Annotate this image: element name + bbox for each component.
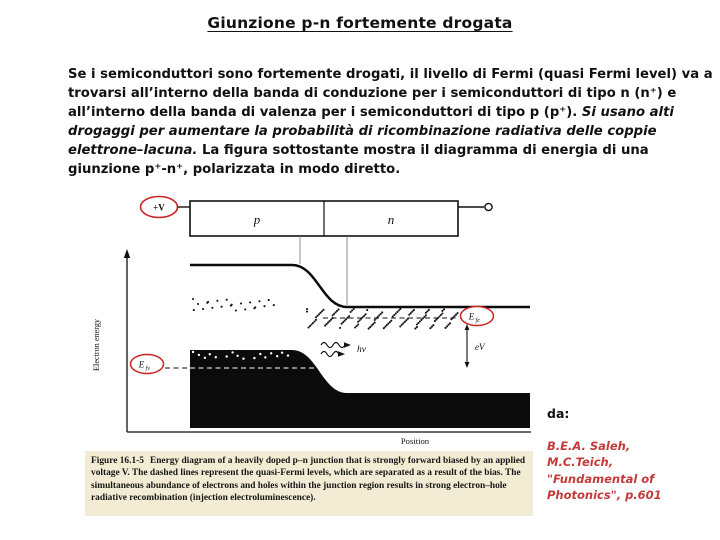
valence-band-fill (190, 350, 530, 428)
figure-caption-text: Energy diagram of a heavily doped p–n junction that is strongly forward biased by an applied voltage V. The dashed lines represent the quasi-Fermi levels, which are separated as a result of the bias. The simultaneous abundance of electrons and holes within the junction region results in strong electron–hole radiative recombination (injection electroluminescence). (91, 456, 526, 504)
ev-arrow-down (465, 362, 470, 368)
ev-label: eV (475, 342, 485, 352)
source-citation: B.E.A. Saleh, M.C.Teich, "Fundamental of Photonics", p.601 (547, 439, 662, 502)
p-region-label: p (253, 212, 261, 227)
energy-diagram-svg (85, 190, 535, 453)
n-region-label: n (387, 212, 395, 227)
conduction-band-edge (190, 265, 530, 307)
voltage-label: +V (153, 202, 165, 213)
electron-dots-p-side (192, 298, 275, 312)
y-axis-arrow (124, 249, 130, 258)
electron-dots-n-side (306, 308, 459, 330)
terminal-circle (485, 203, 492, 210)
photon-wavy-arrow-2 (321, 352, 339, 357)
efc-label-sub: fc (475, 317, 480, 324)
photon-label: hν (357, 345, 366, 355)
efc-label-base: E (468, 311, 475, 322)
photon-emission (321, 342, 367, 356)
x-axis-label: Position (400, 436, 430, 446)
y-axis-label: Electron energy (92, 319, 101, 371)
photon-arrowhead-1 (344, 342, 351, 347)
energy-diagram-figure (85, 190, 535, 453)
body-paragraph (68, 65, 716, 179)
figure-caption (85, 451, 533, 516)
source-prefix: da: (547, 406, 570, 421)
paragraph-part-3: La figura sottostante mostra il diagramma di energia di una giunzione p⁺-n⁺, polarizzata in modo diretto. (68, 143, 649, 178)
efv-label-base: E (138, 359, 145, 370)
paragraph-part-1: Se i semiconduttori sono fortemente drogati, il livello di Fermi (quasi Fermi level) va a trovarsi all’interno della banda di conduzione per i semiconduttori di tipo n (n⁺) e all’interno della banda di valenza per i semiconduttori di tipo p (p⁺). (68, 67, 713, 121)
paragraph-part-2-italic: Si usano alti drogaggi per aumentare la probabilità di ricombinazione radiativa delle coppie elettrone–lacuna. (68, 105, 674, 159)
efv-label-sub: fv (145, 365, 150, 372)
ev-separation (465, 324, 486, 368)
bias-circuit (141, 197, 493, 306)
photon-wavy-arrow-1 (321, 343, 345, 348)
figure-caption-number: Figure 16.1-5 (91, 456, 144, 466)
photon-arrowhead-2 (338, 351, 345, 356)
slide-title: Giunzione p-n fortemente drogata (207, 14, 513, 32)
